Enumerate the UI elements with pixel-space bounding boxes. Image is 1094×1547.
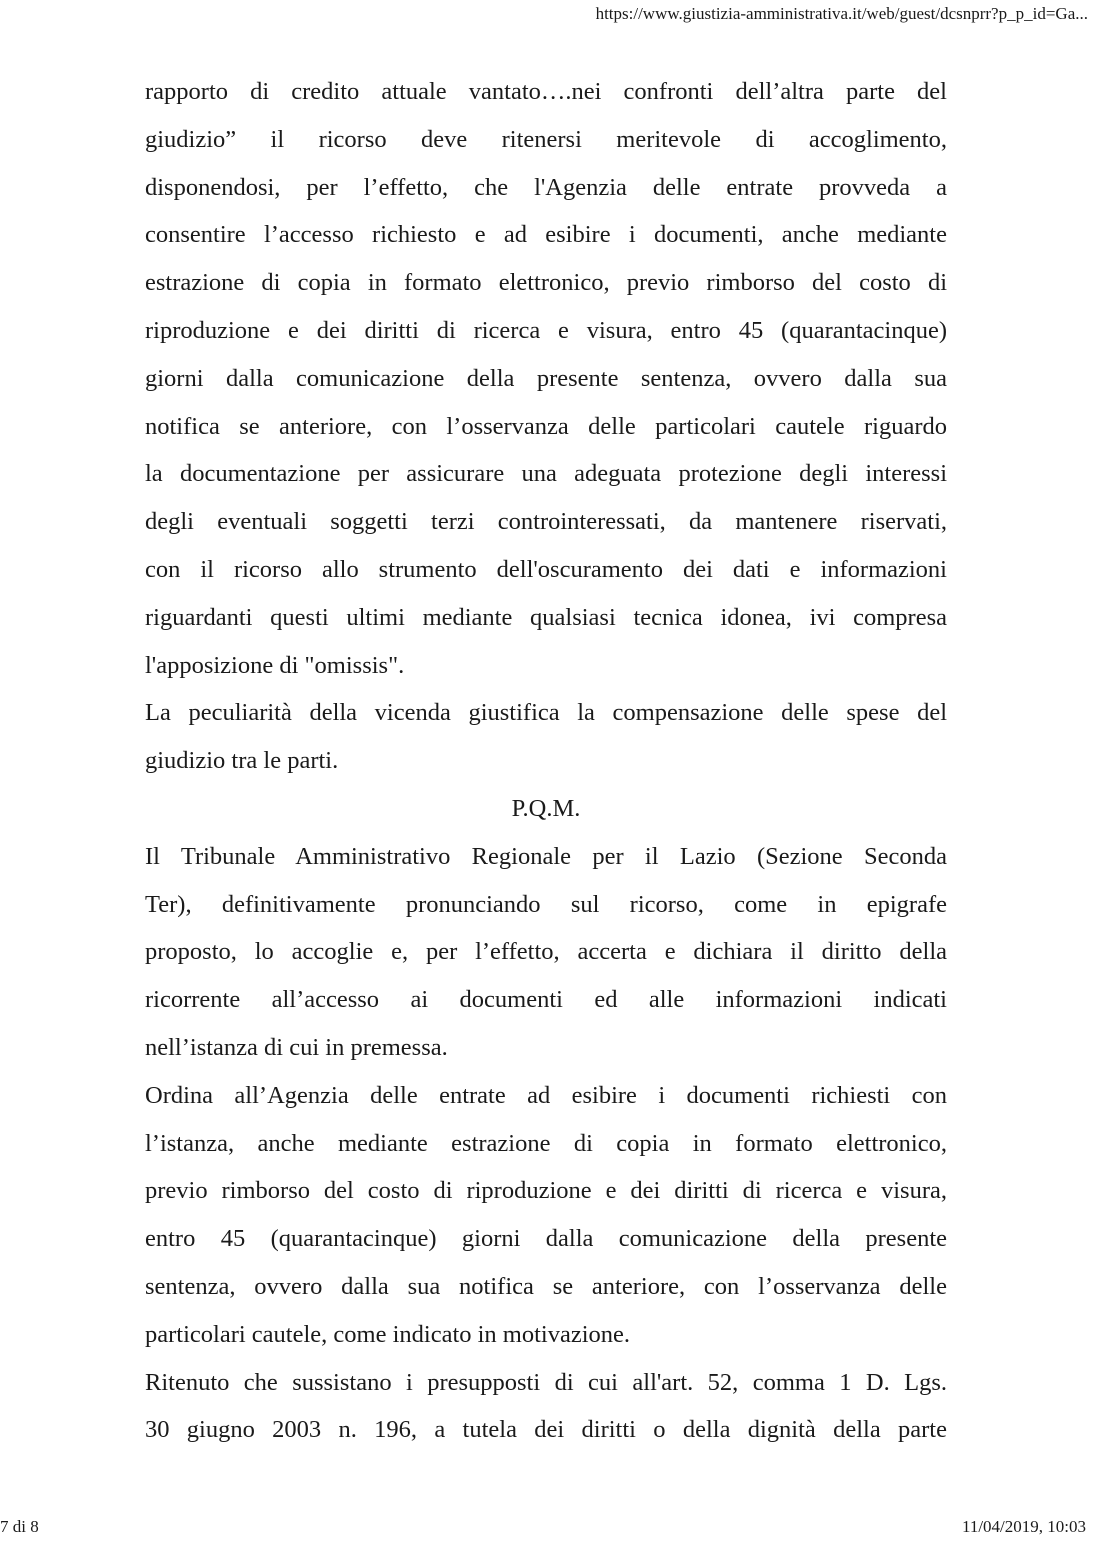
paragraph-1 (145, 68, 947, 689)
text-line: Ter), definitivamente pronunciando sul ricorso, come in epigrafe (145, 890, 947, 918)
text-line: estrazione di copia in formato elettronico, previo rimborso del costo di (145, 269, 947, 297)
text-line: ricorrente all’accesso ai documenti ed alle informazioni indicati (145, 986, 947, 1014)
text-line: Ordina all’Agenzia delle entrate ad esibire i documenti richiesti con (145, 1081, 947, 1109)
paragraph-2 (145, 689, 947, 785)
text-line: consentire l’accesso richiesto e ad esibire i documenti, anche mediante (145, 221, 947, 249)
document-body (145, 68, 947, 1454)
print-datetime: 11/04/2019, 10:03 (961, 1517, 1086, 1536)
text-line: giorni dalla comunicazione della presente sentenza, ovvero dalla sua (145, 364, 947, 392)
page-number: 7 di 8 (0, 1517, 39, 1536)
text-line: La peculiarità della vicenda giustifica la compensazione delle spese del (145, 699, 947, 727)
text-line: 30 giugno 2003 n. 196, a tutela dei diritti o della dignità della parte (145, 1416, 947, 1444)
text-line: giudizio” il ricorso deve ritenersi meritevole di accoglimento, (145, 125, 947, 153)
header-url: https://www.giustizia-amministrativa.it/web/guest/dcsnprr?p_p_id=Ga... (595, 4, 1088, 23)
paragraph-4 (145, 1072, 947, 1359)
text-line: l’istanza, anche mediante estrazione di copia in formato elettronico, (145, 1129, 947, 1157)
text-line: la documentazione per assicurare una adeguata protezione degli interessi (145, 460, 947, 488)
paragraph-5 (145, 1359, 947, 1455)
text-line: notifica se anteriore, con l’osservanza delle particolari cautele riguardo (145, 412, 947, 440)
text-line: nell’istanza di cui in premessa. (145, 1033, 448, 1061)
text-line: Ritenuto che sussistano i presupposti di cui all'art. 52, comma 1 D. Lgs. (145, 1368, 947, 1396)
text-line: entro 45 (quarantacinque) giorni dalla comunicazione della presente (145, 1225, 947, 1253)
section-heading (145, 785, 947, 833)
text-line: con il ricorso allo strumento dell'oscuramento dei dati e informazioni (145, 555, 947, 583)
text-line: disponendosi, per l’effetto, che l'Agenzia delle entrate provveda a (145, 173, 947, 201)
text-line: sentenza, ovvero dalla sua notifica se anteriore, con l’osservanza delle (145, 1272, 947, 1300)
text-line: previo rimborso del costo di riproduzione e dei diritti di ricerca e visura, (145, 1177, 947, 1205)
text-line: riproduzione e dei diritti di ricerca e visura, entro 45 (quarantacinque) (145, 316, 947, 344)
text-line: riguardanti questi ultimi mediante qualsiasi tecnica idonea, ivi compresa (145, 603, 947, 631)
text-line: l'apposizione di "omissis". (145, 651, 405, 679)
text-line: particolari cautele, come indicato in motivazione. (145, 1320, 631, 1348)
pqm-heading: P.Q.M. (511, 794, 581, 822)
text-line: rapporto di credito attuale vantato….nei confronti dell’altra parte del (145, 78, 947, 105)
paragraph-3 (145, 833, 947, 1072)
text-line: giudizio tra le parti. (145, 747, 339, 775)
text-line: proposto, lo accoglie e, per l’effetto, accerta e dichiara il diritto della (145, 938, 947, 966)
text-line: Il Tribunale Amministrativo Regionale per il Lazio (Sezione Seconda (145, 842, 947, 870)
text-line: degli eventuali soggetti terzi controinteressati, da mantenere riservati, (145, 508, 947, 536)
